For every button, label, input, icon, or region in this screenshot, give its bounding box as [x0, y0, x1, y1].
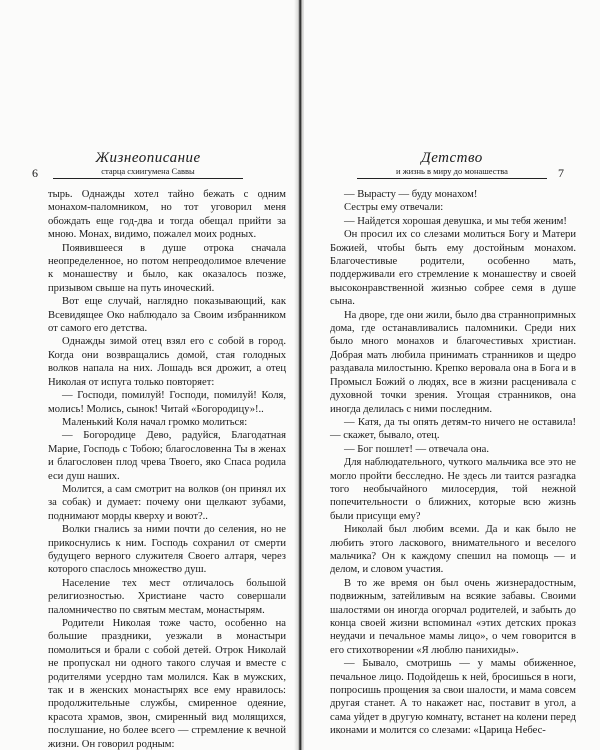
running-subtitle: старца схиигумена Саввы: [101, 166, 195, 176]
left-page: [0, 0, 296, 750]
paragraph: — Найдется хорошая девушка, и мы тебя женим!: [344, 215, 567, 227]
running-title: Жизнеописание: [95, 150, 201, 166]
paragraph: Молится, а сам смотрит на волков (он принял их за собак) и думает: почему они щелкают зубами, поднимают морды кверху и воют?..: [48, 483, 286, 522]
paragraph: — Вырасту — буду монахом!: [344, 189, 478, 200]
paragraph: Николай был любим всеми. Да и как было не любить этого ласкового, внимательного и веселого мальчика? Он к каждому спешил на помощь — и делом, и словом участия.: [330, 524, 576, 576]
paragraph: — Катя, да ты опять детям-то ничего не оставила! — скажет, бывало, отец.: [330, 416, 576, 442]
header-rule: [357, 178, 547, 179]
paragraph: тырь. Однажды хотел тайно бежать с одним монахом-паломником, но тот уговорил меня обождать еще год-два и тогда обещал прийти за мною. Монах, видимо, пожалел моих родных.: [48, 189, 286, 241]
body-text: [48, 188, 286, 750]
right-page: [304, 0, 600, 750]
paragraph: Сестры ему отвечали:: [344, 202, 444, 214]
paragraph: Вот еще случай, наглядно показывающий, как Всевидящее Око наблюдало за Своим избранником от самого его детства.: [48, 296, 286, 335]
paragraph: — Бывало, смотришь — у мамы обиженное, печальное лицо. Подойдешь к ней, бросишься в ноги, попросишь прощения за свои шалости, и мама совсем другая станет. А то накажет нас, поставит в угол, а сама уйдет в другую комнату, встанет на колени перед иконами и молится со слезами: «Царица Небес-: [330, 658, 576, 737]
paragraph: В то же время он был очень жизнерадостным, подвижным, затейливым на всякие забавы. Своими шалостями он иногда огорчал родителей, и забыть до конца своей жизни вспоминал «этих детских проказ неудачи и печальное мамы лицо», о чем говорится в его стихотворении «Я люблю панихиды».: [330, 577, 576, 656]
running-subtitle: и жизнь в миру до монашества: [396, 166, 508, 176]
paragraph: На дворе, где они жили, было два страннопримных дома, где останавливались паломники. Среди них было много монахов и благочестивых христиан. Добрая мать любила принимать странников и щедро раздавала милостыню. Крепко веровала она в Бога и в Промысл Божий о людях, все в жизни расценивала с духовной точки зрения. Угощая странников, она иногда делилась с ними последним.: [330, 309, 576, 415]
page-number: 6: [32, 166, 38, 180]
running-head: [0, 150, 296, 186]
paragraph: Однажды зимой отец взял его с собой в город. Когда они возвращались домой, стая голодных волков напала на них. Лошадь вся дрожит, а отец Николая от испуга только повторяет:: [48, 336, 286, 388]
paragraph: — Бог пошлет! — отвечала она.: [344, 443, 490, 455]
header-rule: [53, 178, 243, 179]
paragraph: Для наблюдательного, чуткого мальчика все это не могло пройти бесследно. Не здесь ли таится разгадка того необычайного милосердия, той нежной попечительности о ближних, которые всю жизнь были присущи ему?: [330, 457, 576, 522]
body-text: [330, 188, 576, 738]
running-head: [304, 150, 600, 186]
paragraph: Родители Николая тоже часто, особенно на большие праздники, уезжали в монастыри помолиться и брали с собой детей. Отрок Николай не пропускал ни одного такого случая и вместе с родителями усердно там молился. Как в мужских, так и в женских монастырях все ему нравилось: продолжительные службы, смиренное одеяние, красота храмов, звон, смиренный вид молящихся, послушание, но более всего — стремление к вечной жизни. Он говорил родным:: [48, 618, 286, 750]
paragraph: Маленький Коля начал громко молиться:: [62, 416, 248, 428]
paragraph: Он просил их со слезами молиться Богу и Матери Божией, чтобы быть ему достойным монахом. Благочестивые родители, особенно мать, поддерживали его стремление к монашеству и своей высоконравственной жизнью собрее семя в душе сына.: [330, 229, 576, 308]
page-number: 7: [558, 166, 564, 180]
paragraph: Волки гнались за ними почти до селения, но не прикоснулись к ним. Господь сохранил от смерти будущего верного служителя Своего алтаря, через которого спаслось множество душ.: [48, 524, 286, 576]
paragraph: — Господи, помилуй! Господи, помилуй! Коля, молись! Молись, сынок! Читай «Богородицу»!..: [48, 390, 286, 415]
running-title: Детство: [421, 150, 483, 166]
paragraph: Население тех мест отличалось большой религиозностью. Христиане часто совершали паломничество по святым местам, монастырям.: [48, 577, 286, 616]
paragraph: — Богородице Дево, радуйся, Благодатная Марие, Господь с Тобою; благословенна Ты в женах и благословен плод чрева Твоего, яко Спаса родила еси душ наших.: [48, 430, 286, 482]
paragraph: Появившееся в душе отрока сначала неопределенное, но потом непреодолимое влечение к монашеству и было, как оказалось позже, призывом свыше на путь иноческий.: [48, 242, 286, 294]
